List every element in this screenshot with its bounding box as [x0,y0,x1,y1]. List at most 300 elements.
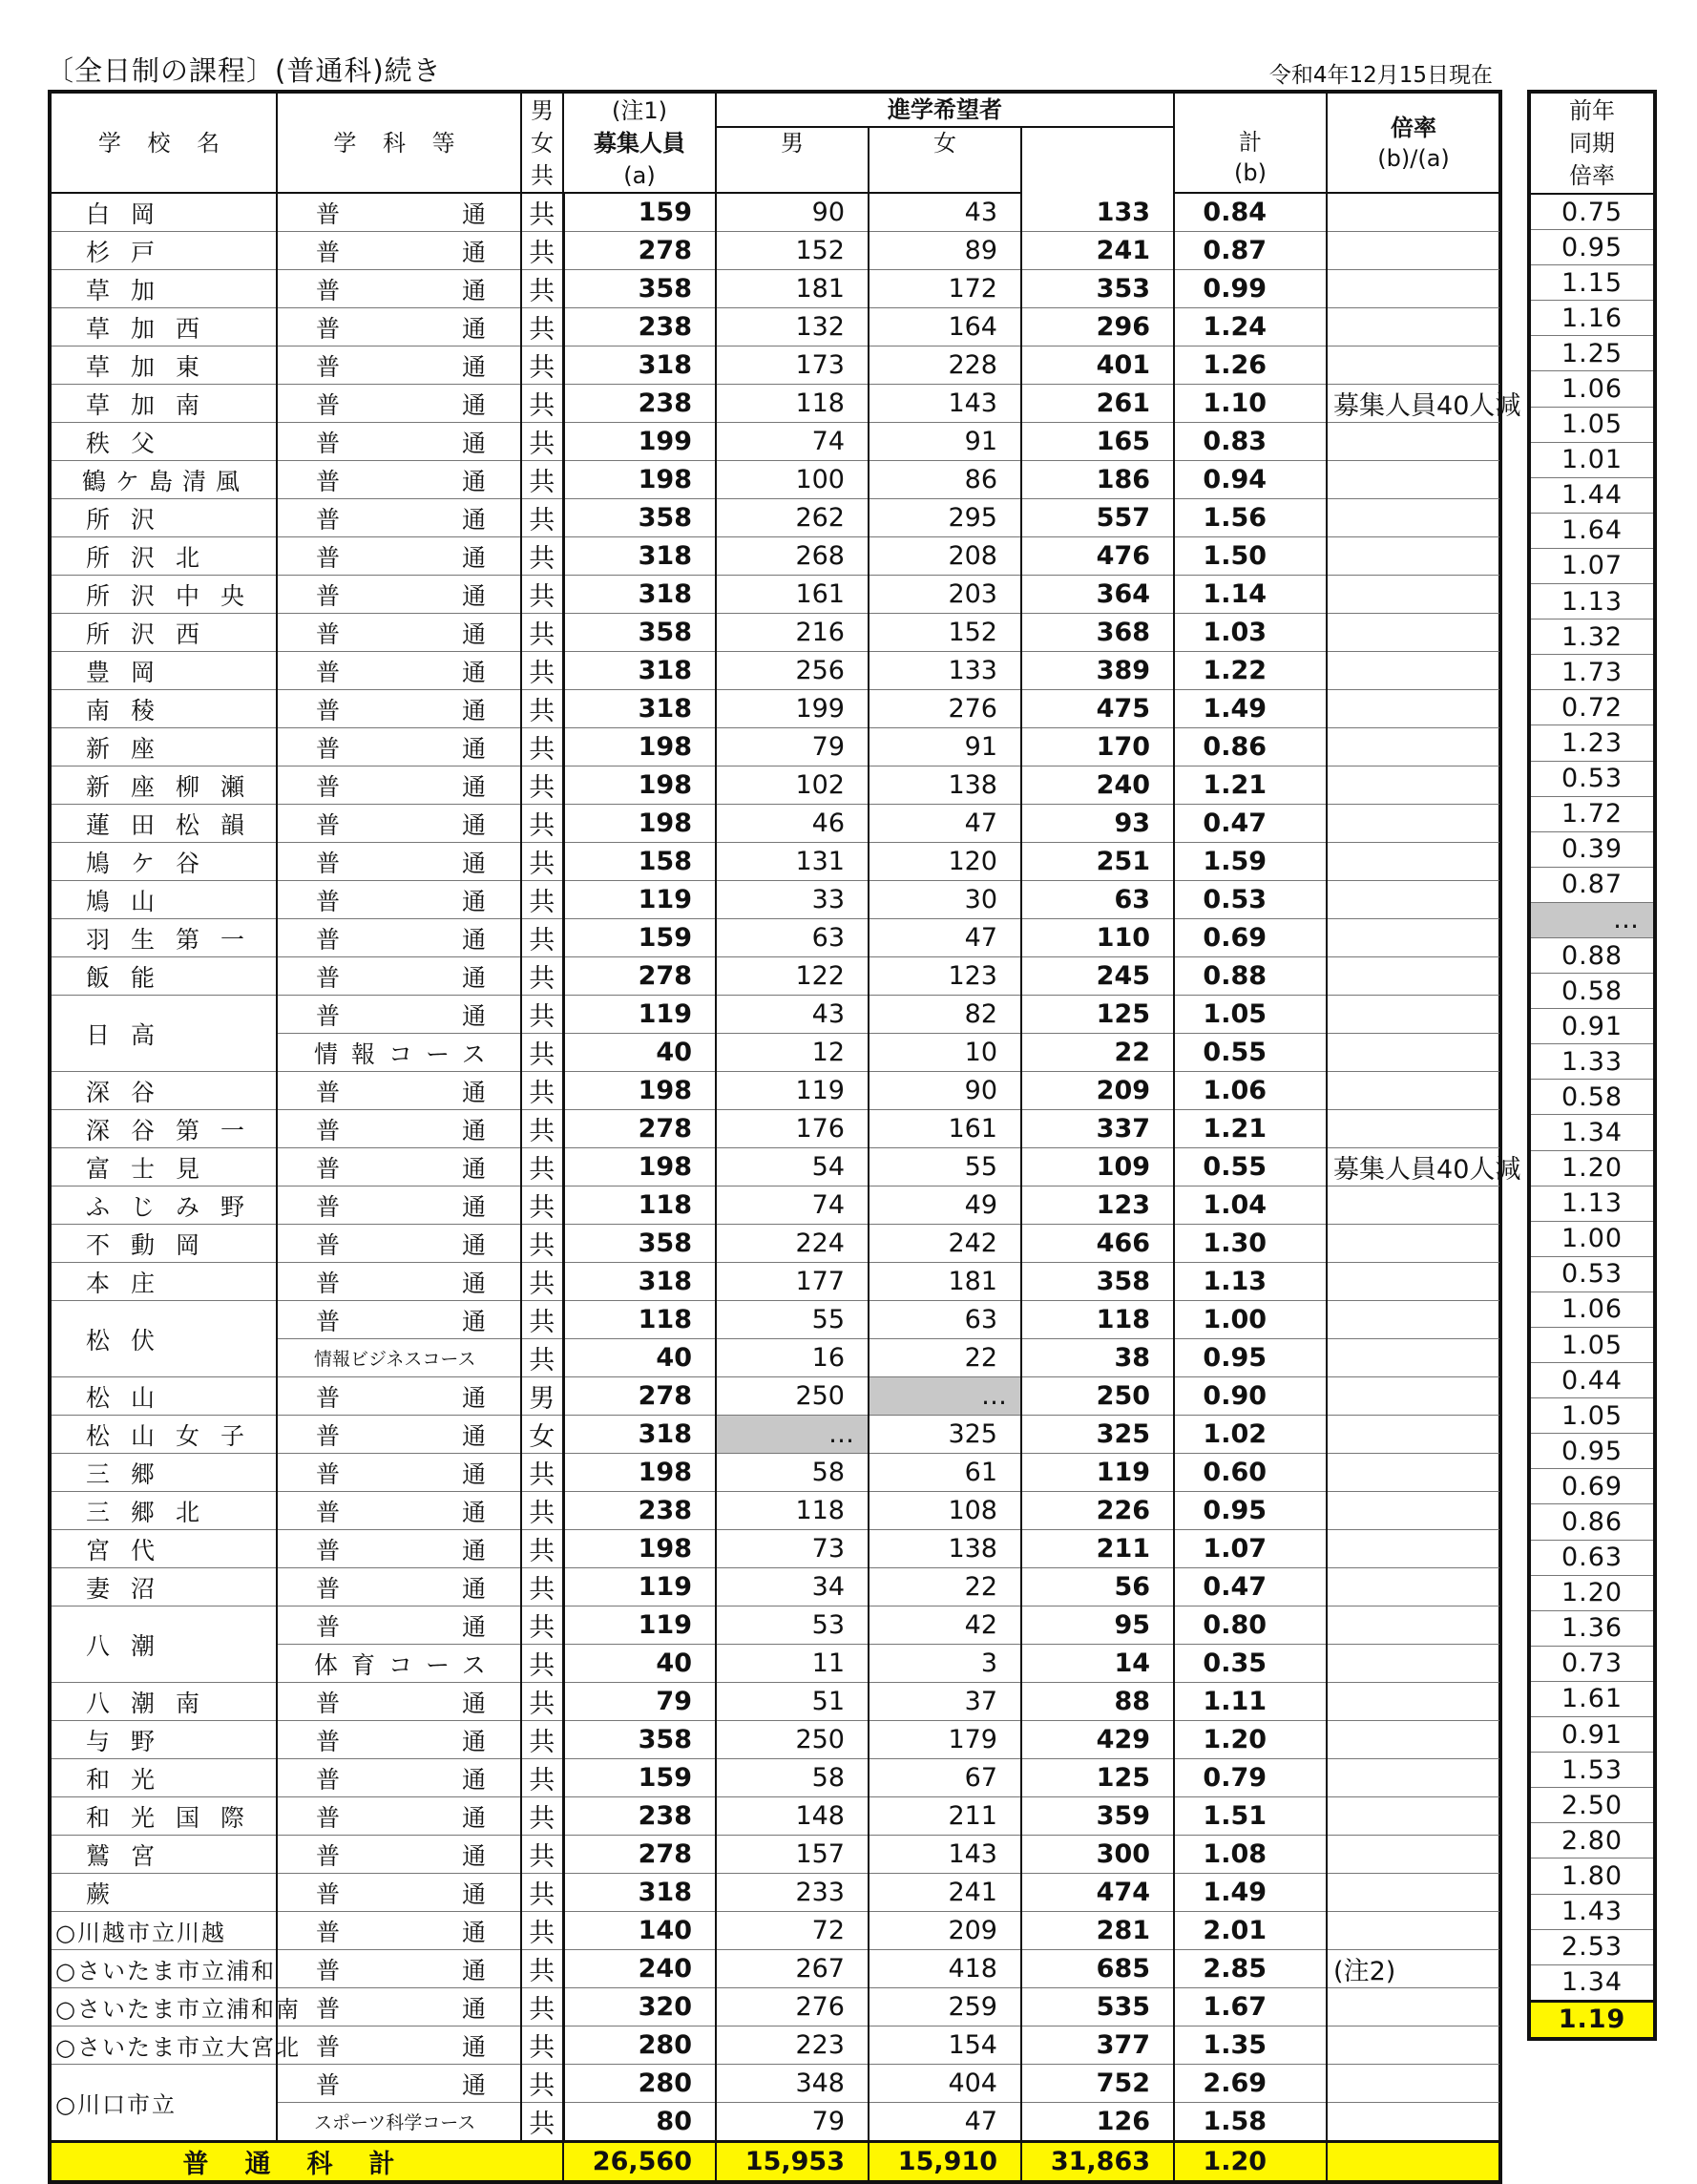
ratio-cell: 0.88 [1174,957,1327,996]
remarks-cell [1327,996,1500,1034]
female-cell: 241 [869,1874,1021,1912]
prev-ratio-cell: 1.01 [1529,442,1655,477]
female-cell: 90 [869,1072,1021,1110]
total-label: 普通科計 [50,2142,563,2183]
department [277,1530,521,1568]
school-name [50,423,277,461]
department-char: 普 [316,352,341,381]
total-cell: 240 [1021,766,1174,805]
male-cell: 79 [716,2103,869,2142]
remarks-cell [1327,614,1500,652]
school-name [50,461,277,499]
female-cell: 133 [869,652,1021,690]
col-ratio [1327,92,1500,193]
department [277,1797,521,1836]
department [277,957,521,996]
capacity-cell: 119 [563,996,716,1034]
department-char: 通 [461,810,486,839]
department-text [278,578,520,612]
total-cell: 466 [1021,1225,1174,1263]
total-cell: 126 [1021,2103,1174,2142]
ratio-cell: 1.05 [1174,996,1327,1034]
female-cell: 63 [869,1301,1021,1339]
sex-cell: 共 [521,1950,563,1988]
sex-cell: 共 [521,1683,563,1721]
female-cell: 91 [869,728,1021,766]
prev-row [1529,1788,1655,1823]
table-row [50,1072,1500,1110]
sex-cell: 共 [521,1759,563,1797]
prev-row [1529,1610,1655,1646]
department-char: 普 [316,276,341,304]
capacity-cell: 238 [563,308,716,346]
total-row [50,2142,1500,2183]
school-name [50,996,277,1072]
department-char: 普 [316,2032,341,2061]
prev-ratio-cell: 0.86 [1529,1504,1655,1540]
table-row [50,1874,1500,1912]
prev-ratio-cell: 1.00 [1529,1221,1655,1256]
department [277,766,521,805]
school-name-text: 松山女子 [86,1421,266,1450]
capacity-cell: 358 [563,614,716,652]
department-char: 通 [461,429,486,457]
ratio-cell: 1.26 [1174,346,1327,385]
total-cell: 535 [1021,1988,1174,2026]
prev-ratio-cell: … [1529,902,1655,937]
total-cell: 300 [1021,1836,1174,1874]
school-name-text: 宮代 [86,1536,177,1564]
school-name [50,1492,277,1530]
table-row [50,919,1500,957]
ratio-cell: 0.47 [1174,805,1327,843]
school-name [50,766,277,805]
remarks-cell [1327,957,1500,996]
remarks-cell [1327,1988,1500,2026]
sex-cell: 共 [521,614,563,652]
sex-cell: 男 [521,1377,563,1416]
prev-ratio-cell: 0.72 [1529,690,1655,725]
sex-cell: 共 [521,537,563,576]
table-row [50,423,1500,461]
school-name-text: 和光 [86,1765,177,1794]
school-name [50,308,277,346]
department-text [278,768,520,803]
male-cell: 256 [716,652,869,690]
department-text: スポーツ科学コース [314,2112,476,2133]
sex-cell: 共 [521,1072,563,1110]
ratio-cell: 1.11 [1174,1683,1327,1721]
total-cell: 296 [1021,308,1174,346]
table-row [50,308,1500,346]
prev-row [1529,1186,1655,1221]
department-char: 普 [316,1574,341,1603]
male-cell: 100 [716,461,869,499]
sex-cell: 共 [521,423,563,461]
prev-row [1529,194,1655,230]
table-row [50,1606,1500,1645]
department-char: 普 [316,1230,341,1259]
table-row [50,576,1500,614]
ratio-cell: 1.08 [1174,1836,1327,1874]
school-name-text: 所沢 [86,505,177,534]
department-text [278,845,520,879]
department-char: 通 [461,925,486,954]
department-char: 普 [316,734,341,763]
table-row [50,1988,1500,2026]
department-text [278,1799,520,1834]
prev-ratio-cell: 1.13 [1529,584,1655,620]
department-char: 通 [461,543,486,572]
table-row [50,2026,1500,2065]
ratio-cell: 0.60 [1174,1454,1327,1492]
female-cell: 203 [869,576,1021,614]
school-name-text: 草加南 [86,390,221,419]
school-name-text: 不動岡 [86,1230,221,1259]
department-char: 通 [461,238,486,266]
department-char: 普 [316,1727,341,1755]
table-row [50,1530,1500,1568]
ratio-cell: 1.35 [1174,2026,1327,2065]
remarks-cell [1327,1454,1500,1492]
male-cell: 34 [716,1568,869,1606]
prev-ratio-cell: 1.05 [1529,407,1655,442]
sex-cell: 共 [521,308,563,346]
prev-ratio-cell: 0.75 [1529,194,1655,230]
capacity-cell: 278 [563,1110,716,1148]
table-row [50,614,1500,652]
total-cell: 125 [1021,996,1174,1034]
total-cell: 358 [1021,1263,1174,1301]
ratio-cell: 0.35 [1174,1645,1327,1683]
remarks-cell [1327,1186,1500,1225]
prev-row [1529,1681,1655,1716]
prev-row [1529,761,1655,796]
capacity-cell: 318 [563,1416,716,1454]
col-dept: 学 科 等 [277,92,521,193]
prev-ratio-cell: 1.32 [1529,620,1655,655]
school-name [50,270,277,308]
male-cell: 268 [716,537,869,576]
ratio-cell: 1.67 [1174,1988,1327,2026]
remarks-cell [1327,1797,1500,1836]
school-name [50,652,277,690]
prev-row [1529,1398,1655,1434]
prev-ratio-cell: 1.20 [1529,1150,1655,1186]
department-char: 普 [316,887,341,915]
school-name-text: 南稜 [86,696,177,724]
sex-cell: 共 [521,1797,563,1836]
prev-ratio-cell: 1.64 [1529,513,1655,548]
capacity-cell: 79 [563,1683,716,1721]
total-cell: 14 [1021,1645,1174,1683]
total-cell: 119 [1021,1454,1174,1492]
sex-cell: 共 [521,1339,563,1377]
department-text [278,272,520,306]
prev-ratio-cell: 1.05 [1529,1398,1655,1434]
department [277,2103,521,2142]
male-cell: 90 [716,193,869,232]
sex-cell: 共 [521,728,563,766]
table-row [50,1683,1500,1721]
school-name-text: 松山 [86,1383,177,1412]
male-cell: 161 [716,576,869,614]
department-char: 普 [316,1269,341,1297]
male-cell: 73 [716,1530,869,1568]
capacity-cell: 80 [563,2103,716,2142]
capacity-cell: 318 [563,576,716,614]
male-cell: 102 [716,766,869,805]
department-char: 普 [316,390,341,419]
prev-row [1529,1504,1655,1540]
department [277,881,521,919]
school-name-text: 杉戸 [86,238,177,266]
sex-cell: 共 [521,499,563,537]
department-char: 通 [461,887,486,915]
department-char: 通 [461,1918,486,1946]
female-cell: 108 [869,1492,1021,1530]
department-text [278,348,520,383]
department-char: 通 [461,1956,486,1984]
department-char: 普 [316,1383,341,1412]
table-row [50,1225,1500,1263]
school-name [50,1148,277,1186]
male-cell: 199 [716,690,869,728]
total-cell: 281 [1021,1912,1174,1950]
remarks-cell [1327,690,1500,728]
school-name-text: 蓮田松韻 [86,810,266,839]
prev-ratio-cell: 1.43 [1529,1894,1655,1929]
school-name-text: 深谷 [86,1078,177,1106]
department [277,1874,521,1912]
ratio-cell: 1.04 [1174,1186,1327,1225]
prev-ratio-cell: 0.95 [1529,230,1655,265]
department [277,1377,521,1416]
school-name-text: 深谷第一 [86,1116,266,1144]
department-text [278,1685,520,1719]
prev-ratio-cell: 1.06 [1529,371,1655,407]
capacity-cell: 140 [563,1912,716,1950]
school-name-text: ○さいたま市立浦和南 [55,1996,301,2023]
capacity-cell: 238 [563,385,716,423]
department [277,461,521,499]
prev-row [1529,937,1655,973]
male-cell: 33 [716,881,869,919]
total-cell: 241 [1021,232,1174,270]
school-name [50,1225,277,1263]
department [277,690,521,728]
prev-row [1529,1221,1655,1256]
female-cell: 152 [869,614,1021,652]
table-row [50,652,1500,690]
total-applicants: 31,863 [1021,2142,1174,2183]
department-char: 通 [461,314,486,343]
total-cell: 325 [1021,1416,1174,1454]
female-cell: 10 [869,1034,1021,1072]
department-char: 普 [316,696,341,724]
female-cell: 47 [869,919,1021,957]
capacity-cell: 118 [563,1186,716,1225]
department-char: 普 [316,620,341,648]
prev-row [1529,1150,1655,1186]
capacity-cell: 318 [563,690,716,728]
prev-header-line2: 同期 [1569,130,1615,157]
prev-row [1529,1858,1655,1894]
total-cell: 56 [1021,1568,1174,1606]
male-cell: 51 [716,1683,869,1721]
sex-cell: 共 [521,1912,563,1950]
sex-cell: 共 [521,1186,563,1225]
remarks-cell [1327,1645,1500,1683]
department-text: 情報ビジネスコース [314,1349,476,1370]
col-total-unit: (b) [1234,159,1268,186]
department-char: 通 [461,1727,486,1755]
sex-cell: 共 [521,576,563,614]
sex-cell: 共 [521,766,563,805]
department-text [278,921,520,956]
prev-ratio-cell: 1.34 [1529,1964,1655,2001]
total-male: 15,953 [716,2142,869,2183]
sex-cell: 共 [521,996,563,1034]
col-capacity: 募集人員 [563,127,716,159]
school-name-text: 新座 [86,734,177,763]
department [277,2026,521,2065]
male-cell: 53 [716,1606,869,1645]
department-char: 通 [461,849,486,877]
school-name [50,1683,277,1721]
total-cell: 474 [1021,1874,1174,1912]
department [277,2065,521,2103]
department-text [278,1379,520,1414]
department-char: 通 [461,1498,486,1526]
total-cell: 22 [1021,1034,1174,1072]
capacity-cell: 118 [563,1301,716,1339]
school-name [50,1874,277,1912]
department-char: 普 [316,1918,341,1946]
total-cell: 118 [1021,1301,1174,1339]
department-text [278,1188,520,1223]
col-total [1174,92,1327,193]
table-row [50,957,1500,996]
remarks-cell [1327,1683,1500,1721]
male-cell: 74 [716,1186,869,1225]
capacity-cell: 198 [563,1072,716,1110]
capacity-cell: 198 [563,461,716,499]
department-char: 通 [461,1001,486,1030]
ratio-cell: 1.56 [1174,499,1327,537]
female-cell: 242 [869,1225,1021,1263]
female-cell: 123 [869,957,1021,996]
total-female: 15,910 [869,2142,1021,2183]
department [277,576,521,614]
table-row [50,881,1500,919]
school-name-text: 八潮南 [86,1689,221,1717]
department-text [278,959,520,994]
department-char: 普 [316,1765,341,1794]
remarks-cell [1327,2026,1500,2065]
department-text [278,425,520,459]
department-text [278,692,520,726]
department [277,1034,521,1072]
total-cell: 209 [1021,1072,1174,1110]
male-cell: 118 [716,1492,869,1530]
prev-row [1529,1929,1655,1964]
prev-ratio-cell: 1.13 [1529,1186,1655,1221]
school-name-text: 蕨 [86,1880,132,1908]
table-row [50,996,1500,1034]
school-name-text: 秩父 [86,429,177,457]
remarks-cell [1327,1721,1500,1759]
school-name-text: 富士見 [86,1154,221,1183]
department-text [278,1456,520,1490]
school-name-text: 豊岡 [86,658,177,686]
department-text [278,1227,520,1261]
ratio-cell: 0.95 [1174,1492,1327,1530]
prev-ratio-cell: 1.15 [1529,265,1655,301]
school-name [50,1110,277,1148]
total-cell: 401 [1021,346,1174,385]
male-cell: … [716,1416,869,1454]
ratio-cell: 0.47 [1174,1568,1327,1606]
prev-row [1529,1080,1655,1115]
department-char: 通 [461,200,486,228]
total-cell: 211 [1021,1530,1174,1568]
school-name [50,881,277,919]
department-char: 通 [461,505,486,534]
total-cell: 123 [1021,1186,1174,1225]
sex-cell: 共 [521,1263,563,1301]
prev-header [1529,92,1655,194]
table-row [50,1148,1500,1186]
school-name-text: ○川越市立川越 [55,1920,226,1946]
ratio-cell: 1.13 [1174,1263,1327,1301]
department-char: 通 [461,1192,486,1221]
sex-cell: 共 [521,346,563,385]
school-name-text: ○さいたま市立浦和 [55,1958,276,1984]
department-char: 普 [316,849,341,877]
male-cell: 58 [716,1454,869,1492]
department-char: 普 [316,2070,341,2099]
department [277,996,521,1034]
capacity-cell: 238 [563,1492,716,1530]
prev-header-line1: 前年 [1569,97,1615,124]
table-row [50,1110,1500,1148]
male-cell: 55 [716,1301,869,1339]
school-name [50,1988,301,2026]
capacity-cell: 198 [563,1530,716,1568]
table-row [50,461,1500,499]
prev-row [1529,1964,1655,2001]
total-cell: 389 [1021,652,1174,690]
department [277,1416,521,1454]
total-cell: 368 [1021,614,1174,652]
sex-cell: 共 [521,1645,563,1683]
prev-row [1529,442,1655,477]
school-name-text: 草加東 [86,352,221,381]
ratio-cell: 0.55 [1174,1034,1327,1072]
department [277,1339,521,1377]
prev-body [1529,194,1655,2039]
male-cell: 79 [716,728,869,766]
total-cell: 476 [1021,537,1174,576]
prev-row [1529,1575,1655,1610]
remarks-cell [1327,193,1500,232]
total-cell: 353 [1021,270,1174,308]
prev-row [1529,1753,1655,1788]
department-char: 通 [461,2070,486,2099]
department-char: 通 [461,1116,486,1144]
department-text: 体育コース [314,1650,499,1679]
